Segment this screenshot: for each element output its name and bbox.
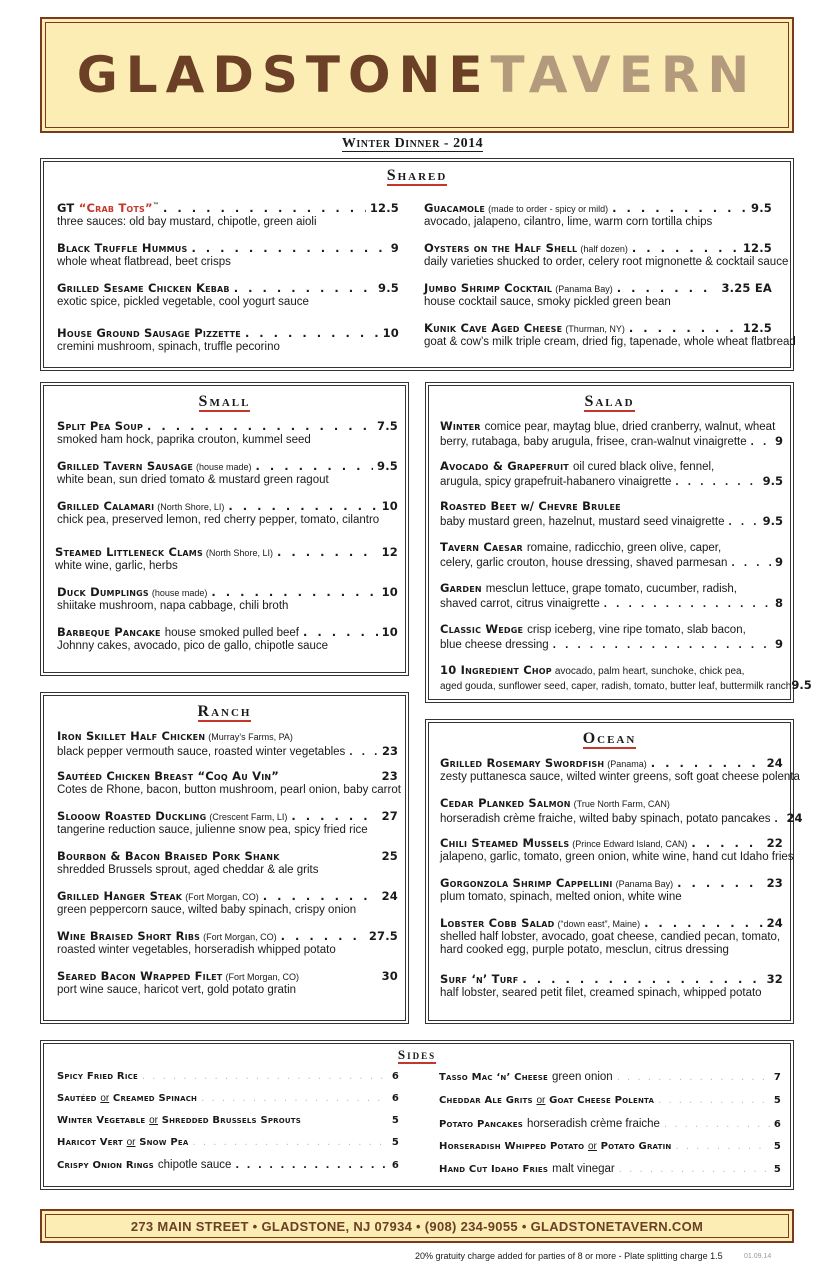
menu-item: Slooow Roasted Duckling (Crescent Farm, LI) . . . 27 tangerine reduction sauce, julienne snow pea, spicy fried rice: [57, 809, 398, 836]
salad-section: [425, 382, 812, 703]
section-title: Sides: [397, 1047, 437, 1062]
menu-item: Duck Dumplings (house made) . . . 10 shiitake mushroom, napa cabbage, chili broth: [57, 585, 398, 612]
section-title: Ranch: [197, 703, 252, 720]
section-title: Small: [198, 393, 251, 410]
menu-item: Grilled Hanger Steak (Fort Morgan, CO) . . . 24 green peppercorn sauce, wilted baby spinach, crispy onion: [57, 889, 398, 916]
section-title: Ocean: [582, 730, 637, 747]
side-item: Crispy Onion Rings chipotle sauce . . . 6: [57, 1159, 399, 1171]
print-date: 01.09.14: [744, 1253, 772, 1260]
menu-item: Grilled Rosemary Swordfish (Panama) . . . 24 zesty puttanesca sauce, wilted winter greens, soft goat cheese polenta: [440, 756, 783, 783]
side-item: Spicy Fried Rice . . . 6: [57, 1071, 399, 1082]
menu-item: Winter comice pear, maytag blue, dried cranberry, walnut, wheat berry, rutabaga, baby arugula, frisee, cran-walnut vinaigrette . . . 9: [440, 419, 783, 448]
section-title: Salad: [584, 393, 635, 410]
menu-item: House Ground Sausage Pizzette . . . 10 cremini mushroom, spinach, truffle pecorino: [57, 326, 399, 353]
menu-item: Tavern Caesar romaine, radicchio, green olive, caper, celery, garlic crouton, house dressing, shaved parmesan . . . 9: [440, 540, 783, 569]
menu-item: Oysters on the Half Shell (half dozen) . . . 12.5 daily varieties shucked to order, celery root mignonette & cocktail sauce: [424, 241, 772, 268]
side-item: Horseradish Whipped Potato or Potato Gratin . . . 5: [439, 1141, 781, 1152]
menu-item: Bourbon & Bacon Braised Pork Shank 25 shredded Brussels sprout, aged cheddar & ale grits: [57, 849, 398, 876]
ocean-section: [425, 719, 803, 1024]
menu-item: Kunik Cave Aged Cheese (Thurman, NY) . . . 12.5 goat & cow’s milk triple cream, dried fig, tapenade, whole wheat flatbread: [424, 321, 772, 348]
menu-item: Iron Skillet Half Chicken (Murray’s Farms, PA) black pepper vermouth sauce, roasted winter vegetables . . . 23: [57, 729, 398, 758]
side-item: Tasso Mac ‘n’ Cheese green onion . . . 7: [439, 1071, 781, 1083]
menu-item: Barbeque Pancake house smoked pulled beef . . . 10 Johnny cakes, avocado, pico de gallo, chipotle sauce: [57, 625, 398, 652]
footer-address-banner: [40, 1209, 794, 1243]
menu-item: Grilled Sesame Chicken Kebab . . . 9.5 exotic spice, pickled vegetable, cool yogurt sauce: [57, 281, 399, 308]
menu-item: Guacamole (made to order - spicy or mild) . . . 9.5 avocado, jalapeno, cilantro, lime, warm corn tortilla chips: [424, 201, 772, 228]
menu-item: Avocado & Grapefruit oil cured black olive, fennel, arugula, spicy grapefruit-habanero vinaigrette . . . 9.5: [440, 459, 783, 488]
menu-subtitle: Winter Dinner - 2014: [341, 136, 484, 151]
menu-item: Classic Wedge crisp iceberg, vine ripe tomato, slab bacon, blue cheese dressing . . . 9: [440, 622, 783, 651]
side-item: Hand Cut Idaho Fries malt vinegar . . . 5: [439, 1163, 781, 1175]
menu-item: Garden mesclun lettuce, grape tomato, cucumber, radish, shaved carrot, citrus vinaigrette . . . 8: [440, 581, 783, 610]
menu-item: Cedar Planked Salmon (True North Farm, CAN) horseradish crème fraiche, wilted baby spinach, potato pancakes . . . 24: [440, 796, 783, 825]
menu-item: Sautéed Chicken Breast “Coq Au Vin” 23 Cotes de Rhone, bacon, button mushroom, pearl onion, baby carrot: [57, 769, 401, 796]
menu-item: Split Pea Soup . . . 7.5 smoked ham hock, paprika crouton, kummel seed: [57, 419, 398, 446]
side-item: Potato Pancakes horseradish crème fraiche . . . 6: [439, 1118, 781, 1130]
small-section: [40, 382, 409, 676]
gratuity-note: 20% gratuity charge added for parties of 8 or more - Plate splitting charge 1.5: [415, 1251, 723, 1261]
menu-item: Wine Braised Short Ribs (Fort Morgan, CO) . . . 27.5 roasted winter vegetables, horseradish whipped potato: [57, 929, 398, 956]
menu-item: Grilled Tavern Sausage (house made) . . . 9.5 white bean, sun dried tomato & mustard green ragout: [57, 459, 398, 486]
menu-item: Jumbo Shrimp Cocktail (Panama Bay) . . . 3.25 EA house cocktail sauce, smoky pickled green bean: [424, 281, 772, 308]
menu-item: Grilled Calamari (North Shore, LI) . . . 10 chick pea, preserved lemon, red cherry pepper, tomato, cilantro: [57, 499, 398, 526]
menu-item: Roasted Beet w/ Chevre Brulee baby mustard green, hazelnut, mustard seed vinaigrette . . . 9.5: [440, 499, 783, 528]
address-text: 273 MAIN STREET • GLADSTONE, NJ 07934 • (908) 234-9055 • GLADSTONETAVERN.COM: [130, 1218, 704, 1234]
sides-section: [40, 1040, 794, 1190]
shared-section: [40, 158, 794, 371]
restaurant-logo: GLADSTONETAVERN: [76, 46, 758, 104]
side-item: Winter Vegetable or Shredded Brussels Sprouts 5: [57, 1115, 399, 1126]
menu-item: Gorgonzola Shrimp Cappellini (Panama Bay) . . . 23 plum tomato, spinach, melted onion, white wine: [440, 876, 783, 903]
side-item: Sautéed or Creamed Spinach . . . 6: [57, 1093, 399, 1104]
menu-item: Black Truffle Hummus . . . 9 whole wheat flatbread, beet crisps: [57, 241, 399, 268]
side-item: Haricot Vert or Snow Pea . . . 5: [57, 1137, 399, 1148]
header-banner: [40, 17, 794, 133]
side-item: Cheddar Ale Grits or Goat Cheese Polenta . . . 5: [439, 1095, 781, 1106]
menu-item: Lobster Cobb Salad (“down east”, Maine) . . . 24 shelled half lobster, avocado, goat cheese, candied pecan, tomato, hard cooked egg, purple potato, mesclun, citrus dressing: [440, 916, 783, 956]
menu-item: Seared Bacon Wrapped Filet (Fort Morgan, CO) 30 port wine sauce, haricot vert, gold potato gratin: [57, 969, 398, 996]
menu-item: GT “Crab Tots”™ . . . 12.5 three sauces: old bay mustard, chipotle, green aioli: [57, 201, 399, 228]
menu-item: 10 Ingredient Chop avocado, palm heart, sunchoke, chick pea, aged gouda, sunflower seed, caper, radish, tomato, butter leaf, buttermilk ranch 9.5: [440, 663, 812, 692]
ranch-section: [40, 692, 409, 1024]
menu-item: Surf ‘n’ Turf . . . 32 half lobster, seared petit filet, creamed spinach, whipped potato: [440, 972, 783, 999]
menu-item: Chili Steamed Mussels (Prince Edward Island, CAN) . . . 22 jalapeno, garlic, tomato, green onion, white wine, hand cut Idaho fries: [440, 836, 783, 863]
menu-item: Steamed Littleneck Clams (North Shore, LI) . . . 12 white wine, garlic, herbs: [55, 545, 398, 572]
section-title: Shared: [386, 167, 448, 184]
